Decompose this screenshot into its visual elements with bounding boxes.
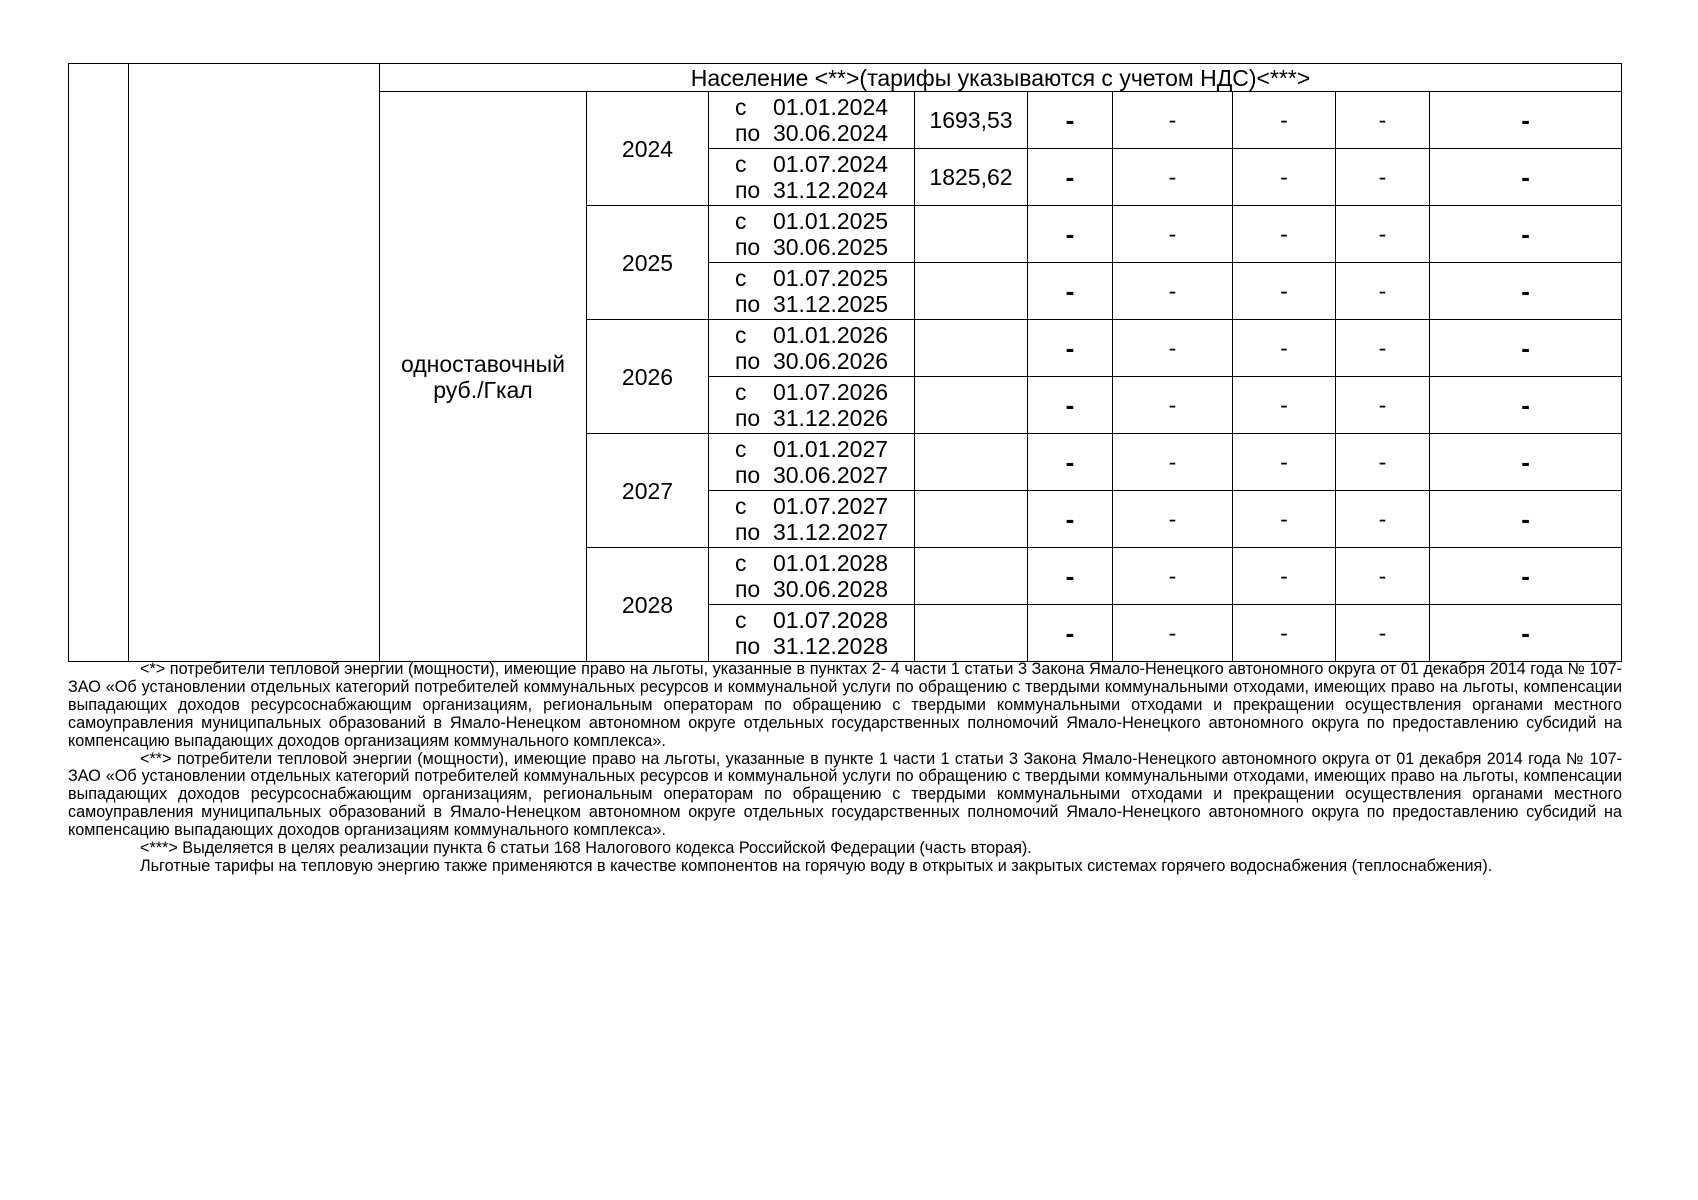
empty-value-cell — [1028, 548, 1113, 605]
period-from-prefix: с — [734, 436, 747, 462]
dash-mark: - — [1521, 503, 1530, 534]
footnotes — [68, 661, 1622, 876]
dash-mark: - — [1168, 221, 1177, 247]
empty-value-cell — [1113, 92, 1233, 149]
empty-value-cell — [1336, 377, 1430, 434]
tariff-value-cell — [915, 434, 1028, 491]
dash-mark: - — [1280, 506, 1288, 532]
empty-value-cell — [1233, 320, 1336, 377]
tariff-value-cell: 1693,53 — [915, 92, 1028, 149]
tariff-value-cell — [915, 263, 1028, 320]
dash-mark: - — [1280, 392, 1288, 418]
period-cell — [709, 206, 915, 263]
empty-value-cell — [1233, 548, 1336, 605]
dash-mark: - — [1280, 164, 1288, 190]
period-cell — [709, 434, 915, 491]
dash-mark: - — [1521, 617, 1530, 648]
dash-mark: - — [1280, 221, 1288, 247]
dash-mark: - — [1168, 506, 1177, 532]
blank-column-1 — [69, 64, 129, 662]
dash-mark: - — [1065, 332, 1075, 363]
dash-mark: - — [1378, 164, 1387, 190]
empty-value-cell — [1028, 149, 1113, 206]
dash-mark: - — [1378, 392, 1387, 418]
tariff-value-cell — [915, 491, 1028, 548]
period-to-prefix: по — [734, 405, 761, 431]
dash-mark: - — [1168, 107, 1177, 133]
empty-value-cell — [1336, 548, 1430, 605]
empty-value-cell — [1430, 491, 1622, 548]
empty-value-cell — [1336, 320, 1430, 377]
period-to-prefix: по — [734, 462, 761, 488]
dash-mark: - — [1168, 278, 1177, 304]
dash-mark: - — [1168, 392, 1177, 418]
period-from-date: 01.07.2025 — [772, 265, 889, 291]
empty-value-cell — [1113, 377, 1233, 434]
empty-value-cell — [1113, 149, 1233, 206]
empty-value-cell — [1430, 206, 1622, 263]
dash-mark: - — [1065, 104, 1075, 135]
dash-mark: - — [1280, 563, 1288, 589]
dash-mark: - — [1168, 164, 1177, 190]
empty-value-cell — [1233, 377, 1336, 434]
period-to-prefix: по — [734, 633, 761, 659]
empty-value-cell — [1028, 605, 1113, 662]
footnote-3: <***> Выделяется в целях реализации пункта 6 статьи 168 Налогового кодекса Российской Федерации (часть вторая). — [140, 839, 1032, 858]
period-from-prefix: с — [734, 607, 747, 633]
dash-mark: - — [1521, 104, 1530, 135]
period-to-prefix: по — [734, 291, 761, 317]
period-to-prefix: по — [734, 576, 761, 602]
dash-mark: - — [1378, 107, 1387, 133]
dash-mark: - — [1168, 563, 1177, 589]
dash-mark: - — [1378, 449, 1387, 475]
footnote-2: <**> потребители тепловой энергии (мощности), имеющие право на льготы, указанные в пункте 1 части 1 статьи 3 Закона Ямало-Ненецкого автономного округа от 01 декабря 2014 года № 107-ЗАО «Об установлении отдельных категорий потребителей коммунальных ресурсов и коммунальной услуги по обращению с твердыми коммунальными отходами, имеющих право на льготы, компенсации выпадающих доходов ресурсоснабжающим организациям, региональным операторам по обращению с твердыми коммунальными отходами и прекращении осуществления органами местного самоуправления муниципальных образований в Ямало-Ненецком автономном округе отдельных государственных полномочий Ямало-Ненецкого автономного округа по предоставлению субсидий на компенсацию выпадающих доходов организациям коммунального комплекса». — [68, 749, 1622, 840]
empty-value-cell — [1233, 434, 1336, 491]
year-cell: 2028 — [587, 548, 709, 662]
empty-value-cell — [1028, 263, 1113, 320]
tariff-type-cell: одноставочный руб./Гкал — [380, 92, 587, 662]
dash-mark: - — [1065, 275, 1075, 306]
dash-mark: - — [1521, 218, 1530, 249]
period-from-prefix: с — [734, 322, 747, 348]
period-from-date: 01.01.2025 — [772, 208, 889, 234]
period-to-prefix: по — [734, 519, 761, 545]
period-cell — [709, 377, 915, 434]
empty-value-cell — [1430, 377, 1622, 434]
year-cell: 2024 — [587, 92, 709, 206]
empty-value-cell — [1336, 491, 1430, 548]
dash-mark: - — [1378, 335, 1387, 361]
period-cell — [709, 149, 915, 206]
period-from-prefix: с — [734, 379, 747, 405]
empty-value-cell — [1430, 149, 1622, 206]
dash-mark: - — [1378, 563, 1387, 589]
dash-mark: - — [1065, 503, 1075, 534]
period-to-date: 30.06.2024 — [772, 120, 889, 146]
empty-value-cell — [1233, 605, 1336, 662]
tariff-value-cell — [915, 605, 1028, 662]
year-cell: 2026 — [587, 320, 709, 434]
period-from-date: 01.01.2028 — [772, 550, 889, 576]
dash-mark: - — [1065, 617, 1075, 648]
period-from-prefix: с — [734, 265, 747, 291]
dash-mark: - — [1065, 560, 1075, 591]
period-from-prefix: с — [734, 94, 747, 120]
period-from-date: 01.07.2026 — [772, 379, 889, 405]
period-to-prefix: по — [734, 234, 761, 260]
dash-mark: - — [1280, 278, 1288, 304]
dash-mark: - — [1378, 620, 1387, 646]
empty-value-cell — [1336, 434, 1430, 491]
period-cell — [709, 605, 915, 662]
dash-mark: - — [1168, 449, 1177, 475]
dash-mark: - — [1065, 218, 1075, 249]
dash-mark: - — [1065, 389, 1075, 420]
period-to-date: 31.12.2025 — [772, 291, 889, 317]
dash-mark: - — [1521, 389, 1530, 420]
empty-value-cell — [1233, 206, 1336, 263]
period-to-date: 31.12.2024 — [772, 177, 889, 203]
dash-mark: - — [1280, 107, 1288, 133]
empty-value-cell — [1430, 548, 1622, 605]
empty-value-cell — [1336, 149, 1430, 206]
tariff-value-cell — [915, 206, 1028, 263]
period-to-date: 30.06.2026 — [772, 348, 889, 374]
year-cell: 2027 — [587, 434, 709, 548]
empty-value-cell — [1233, 491, 1336, 548]
empty-value-cell — [1336, 605, 1430, 662]
tariff-table — [68, 63, 1622, 662]
empty-value-cell — [1233, 149, 1336, 206]
dash-mark: - — [1521, 446, 1530, 477]
period-from-date: 01.07.2024 — [772, 151, 889, 177]
period-cell — [709, 548, 915, 605]
empty-value-cell — [1113, 548, 1233, 605]
dash-mark: - — [1280, 449, 1288, 475]
group-header: Население <**>(тарифы указываются с учетом НДС)<***> — [380, 64, 1622, 92]
period-to-date: 30.06.2028 — [772, 576, 889, 602]
empty-value-cell — [1028, 377, 1113, 434]
footnote-4: Льготные тарифы на тепловую энергию также применяются в качестве компонентов на горячую воду в открытых и закрытых системах горячего водоснабжения (теплоснабжения). — [140, 856, 1493, 875]
period-from-date: 01.07.2028 — [772, 607, 889, 633]
dash-mark: - — [1378, 278, 1387, 304]
empty-value-cell — [1028, 434, 1113, 491]
period-from-prefix: с — [734, 493, 747, 519]
dash-mark: - — [1378, 221, 1387, 247]
dash-mark: - — [1280, 620, 1288, 646]
period-cell — [709, 92, 915, 149]
tariff-value-cell — [915, 377, 1028, 434]
period-from-date: 01.01.2024 — [772, 94, 889, 120]
dash-mark: - — [1065, 161, 1075, 192]
dash-mark: - — [1065, 446, 1075, 477]
period-cell — [709, 263, 915, 320]
tariff-value-cell — [915, 548, 1028, 605]
period-from-prefix: с — [734, 208, 747, 234]
period-to-date: 30.06.2027 — [772, 462, 889, 488]
empty-value-cell — [1430, 320, 1622, 377]
empty-value-cell — [1113, 263, 1233, 320]
tariff-value-cell: 1825,62 — [915, 149, 1028, 206]
period-to-date: 30.06.2025 — [772, 234, 889, 260]
dash-mark: - — [1168, 335, 1177, 361]
empty-value-cell — [1113, 605, 1233, 662]
empty-value-cell — [1430, 605, 1622, 662]
empty-value-cell — [1028, 206, 1113, 263]
dash-mark: - — [1521, 161, 1530, 192]
empty-value-cell — [1430, 434, 1622, 491]
period-from-date: 01.01.2027 — [772, 436, 889, 462]
empty-value-cell — [1113, 491, 1233, 548]
empty-value-cell — [1028, 491, 1113, 548]
empty-value-cell — [1233, 92, 1336, 149]
tariff-value-cell — [915, 320, 1028, 377]
period-from-prefix: с — [734, 550, 747, 576]
dash-mark: - — [1521, 275, 1530, 306]
empty-value-cell — [1336, 206, 1430, 263]
period-to-prefix: по — [734, 120, 761, 146]
footnote-1: <*> потребители тепловой энергии (мощности), имеющие право на льготы, указанные в пунктах 2- 4 части 1 статьи 3 Закона Ямало-Ненецкого автономного округа от 01 декабря 2014 года № 107-ЗАО «Об установлении отдельных категорий потребителей коммунальных ресурсов и коммунальной услуги по обращению с твердыми коммунальными отходами, имеющих право на льготы, компенсации выпадающих доходов ресурсоснабжающим организациям, региональным операторам по обращению с твердыми коммунальными отходами и прекращении осуществления органами местного самоуправления муниципальных образований в Ямало-Ненецком автономном округе отдельных государственных полномочий Ямало-Ненецкого автономного округа по предоставлению субсидий на компенсацию выпадающих доходов организациям коммунального комплекса». — [68, 660, 1622, 750]
period-to-prefix: по — [734, 177, 761, 203]
empty-value-cell — [1113, 320, 1233, 377]
period-from-date: 01.07.2027 — [772, 493, 889, 519]
dash-mark: - — [1168, 620, 1177, 646]
empty-value-cell — [1336, 92, 1430, 149]
empty-value-cell — [1430, 263, 1622, 320]
empty-value-cell — [1233, 263, 1336, 320]
blank-column-2 — [129, 64, 380, 662]
dash-mark: - — [1280, 335, 1288, 361]
period-to-prefix: по — [734, 348, 761, 374]
year-cell: 2025 — [587, 206, 709, 320]
period-cell — [709, 491, 915, 548]
dash-mark: - — [1521, 332, 1530, 363]
dash-mark: - — [1378, 506, 1387, 532]
empty-value-cell — [1430, 92, 1622, 149]
empty-value-cell — [1028, 92, 1113, 149]
empty-value-cell — [1028, 320, 1113, 377]
period-from-date: 01.01.2026 — [772, 322, 889, 348]
period-to-date: 31.12.2028 — [772, 633, 889, 659]
empty-value-cell — [1113, 206, 1233, 263]
period-to-date: 31.12.2026 — [772, 405, 889, 431]
dash-mark: - — [1521, 560, 1530, 591]
empty-value-cell — [1336, 263, 1430, 320]
period-cell — [709, 320, 915, 377]
period-to-date: 31.12.2027 — [772, 519, 889, 545]
empty-value-cell — [1113, 434, 1233, 491]
period-from-prefix: с — [734, 151, 747, 177]
